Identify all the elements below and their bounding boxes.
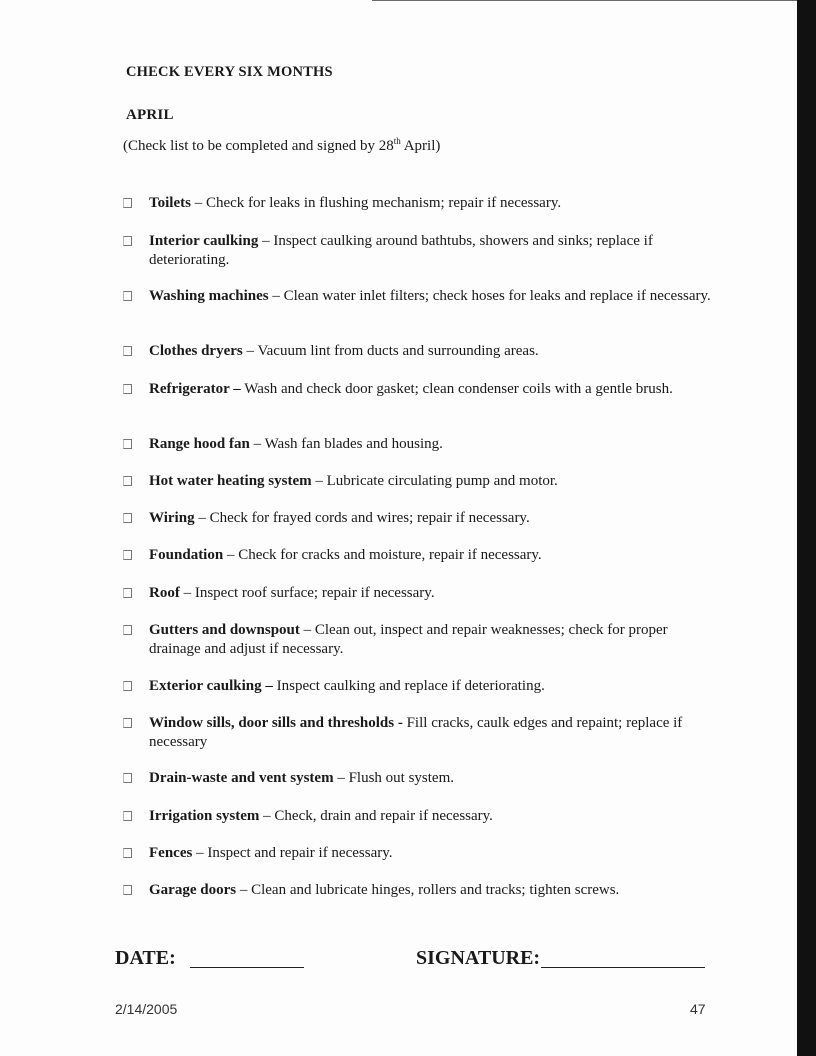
checklist-item [120, 546, 720, 565]
checklist-item-title: Washing machines [149, 288, 269, 304]
checklist-item-title: Range hood fan [149, 436, 250, 452]
checklist-item [120, 844, 720, 863]
checklist-item [120, 232, 720, 270]
checkbox-icon[interactable] [123, 588, 132, 598]
checklist-item [120, 509, 720, 528]
checklist-item-text [149, 472, 720, 491]
checkbox-icon[interactable] [123, 550, 132, 560]
checkbox-icon[interactable] [123, 513, 132, 523]
checklist-item-description: Inspect caulking and replace if deteriorating. [272, 678, 545, 694]
checklist-item-title: Gutters and downspout [149, 622, 300, 638]
scan-edge-bar [797, 0, 816, 1056]
checklist-item [120, 584, 720, 603]
checklist-item-title: Drain-waste and vent system [149, 770, 334, 786]
checklist-item-text [149, 677, 720, 696]
checklist-item-description: – Wash fan blades and housing. [249, 436, 443, 452]
checklist-item-description: – Inspect and repair if necessary. [192, 845, 393, 861]
checklist-item [120, 435, 720, 454]
checklist-item-description: – Check for cracks and moisture, repair if necessary. [223, 547, 542, 563]
checkbox-icon[interactable] [123, 811, 132, 821]
checklist-item-description: – Inspect caulking around bathtubs, showers and sinks; replace if deteriorating. [149, 233, 653, 268]
checklist-item [120, 472, 720, 491]
instruction-prefix: (Check list to be completed and signed by 28 [123, 138, 394, 154]
document-date: 2/14/2005 [115, 1001, 178, 1017]
checklist-item-text [149, 435, 720, 454]
checklist-item-description: Wash and check door gasket; clean condenser coils with a gentle brush. [240, 381, 673, 397]
checklist-item-title: Toilets [149, 195, 191, 211]
signature-label: SIGNATURE: [416, 947, 541, 969]
checklist-item-title: Interior caulking [149, 233, 259, 249]
checklist-item-text [149, 807, 720, 826]
checklist-item-text [149, 509, 720, 528]
checklist-item-title: Exterior caulking – [149, 678, 273, 694]
checkbox-icon[interactable] [123, 198, 132, 208]
checklist-item [120, 194, 720, 213]
checklist-item-description: – Clean and lubricate hinges, rollers and tracks; tighten screws. [236, 882, 620, 898]
checkbox-icon[interactable] [123, 718, 132, 728]
checklist-item-title: Clothes dryers [149, 343, 243, 359]
month-heading: APRIL [126, 107, 174, 123]
checkbox-icon[interactable] [123, 291, 132, 301]
checklist-item-text [149, 584, 720, 603]
checklist-item-title: Wiring [149, 510, 195, 526]
checklist-item-title: Window sills, door sills and thresholds - [149, 715, 403, 731]
checklist-item-title: Garage doors [149, 882, 237, 898]
checklist-item-title: Irrigation system [149, 808, 260, 824]
instruction-suffix: April) [400, 138, 441, 154]
checkbox-icon[interactable] [123, 681, 132, 691]
page-number: 47 [690, 1001, 706, 1017]
checklist-item-description: – Clean water inlet filters; check hoses for leaks and replace if necessary. [268, 288, 711, 304]
checklist-item [120, 769, 720, 788]
checklist-item-description: – Lubricate circulating pump and motor. [311, 473, 558, 489]
checkbox-icon[interactable] [123, 625, 132, 635]
checklist-item [120, 621, 720, 659]
top-edge-rule [372, 0, 797, 1]
checklist-item [120, 342, 720, 361]
checklist-item [120, 287, 720, 306]
checklist-item-title: Hot water heating system [149, 473, 312, 489]
checklist-item-text [149, 287, 720, 306]
checklist-item-description: – Check for frayed cords and wires; repair if necessary. [194, 510, 530, 526]
checklist-item-text [149, 380, 720, 399]
date-entry-line[interactable] [190, 967, 304, 968]
checkbox-icon[interactable] [123, 236, 132, 246]
checklist-item-description: – Inspect roof surface; repair if necessary. [179, 585, 435, 601]
checklist-item [120, 714, 720, 752]
checkbox-icon[interactable] [123, 346, 132, 356]
date-label: DATE: [115, 947, 176, 969]
checklist-item-text [149, 232, 720, 270]
checklist-item-text [149, 342, 720, 361]
checklist-item-description: – Vacuum lint from ducts and surrounding areas. [242, 343, 539, 359]
checklist-item-title: Refrigerator – [149, 381, 241, 397]
checklist-item-text [149, 844, 720, 863]
checklist-item-text [149, 194, 720, 213]
checklist-item-text [149, 714, 720, 752]
instruction-superscript: th [393, 136, 401, 146]
checkbox-icon[interactable] [123, 885, 132, 895]
checklist-item-title: Fences [149, 845, 193, 861]
checklist-item-description: – Flush out system. [333, 770, 455, 786]
checklist-item-description: – Clean out, inspect and repair weaknesses; check for proper drainage and adjust if necessary. [149, 622, 668, 657]
checklist-item [120, 380, 720, 399]
checklist-item [120, 881, 720, 900]
checklist-item-description: – Check for leaks in flushing mechanism; repair if necessary. [190, 195, 562, 211]
checkbox-icon[interactable] [123, 384, 132, 394]
signature-entry-line[interactable] [541, 967, 705, 968]
checklist-item [120, 807, 720, 826]
checkbox-icon[interactable] [123, 439, 132, 449]
checklist-item-text [149, 881, 720, 900]
checklist-item-description: Fill cracks, caulk edges and repaint; replace if necessary [149, 715, 683, 750]
instruction-text [123, 138, 440, 155]
section-heading: CHECK EVERY SIX MONTHS [126, 64, 333, 80]
checklist-item-title: Foundation [149, 547, 224, 563]
checklist-item-description: – Check, drain and repair if necessary. [259, 808, 493, 824]
checkbox-icon[interactable] [123, 773, 132, 783]
checklist-item-text [149, 621, 720, 659]
checklist-item-text [149, 546, 720, 565]
checkbox-icon[interactable] [123, 476, 132, 486]
checklist-item [120, 677, 720, 696]
checkbox-icon[interactable] [123, 848, 132, 858]
checklist-item-text [149, 769, 720, 788]
checklist-item-title: Roof [149, 585, 180, 601]
